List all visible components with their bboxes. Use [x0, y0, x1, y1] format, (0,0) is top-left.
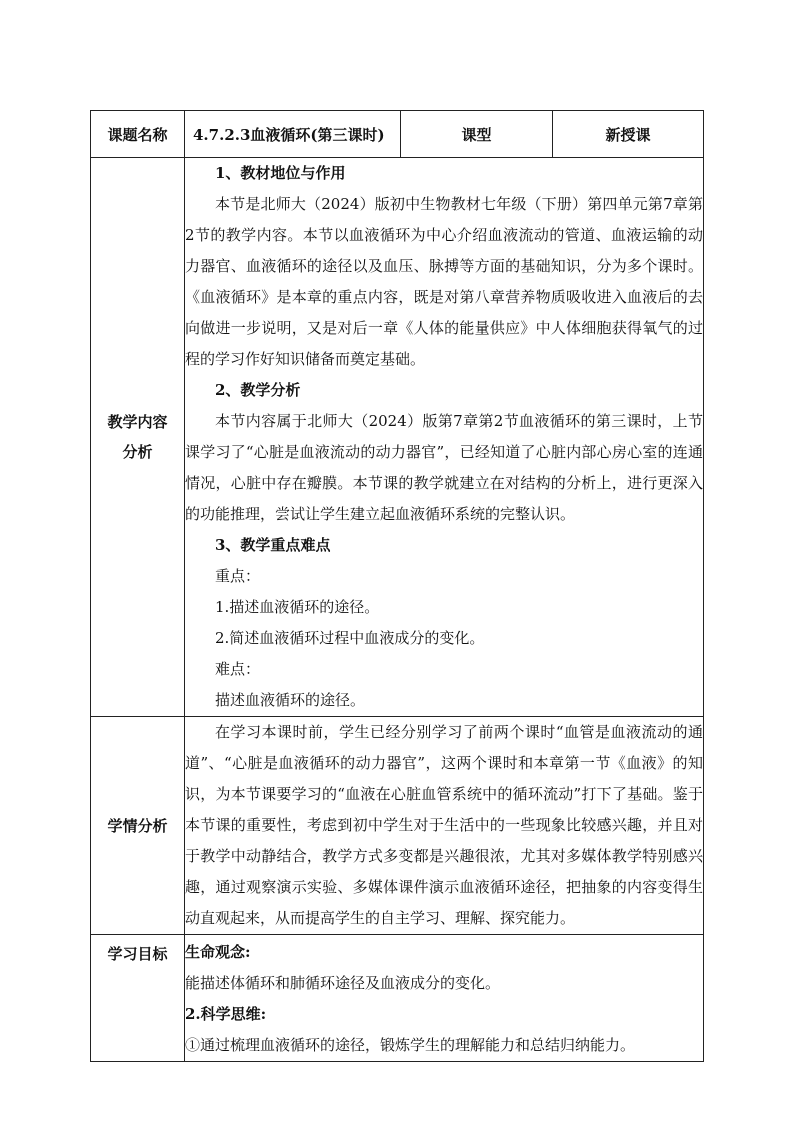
objective-text: 能描述体循环和肺循环途径及血液成分的变化。: [185, 974, 501, 992]
section-heading: 1、教材地位与作用: [215, 164, 346, 182]
topic-value: 4.7.2.3血液循环(第三课时): [185, 111, 401, 158]
key-point: 2.简述血液循环过程中血液成分的变化。: [215, 629, 485, 647]
difficulty-label: 难点：: [215, 660, 261, 678]
type-value: 新授课: [553, 111, 704, 158]
student-analysis-row: [91, 717, 704, 935]
objectives-row: [91, 935, 704, 1062]
header-row: [91, 111, 704, 158]
paragraph: 本节是北师大（2024）版初中生物教材七年级（下册）第四单元第7章第2节的教学内容。本节以血液循环为中心介绍血液流动的管道、血液运输的动力器官、血液循环的途径以及血压、脉搏等方面的基础知识，分为多个课时。《血液循环》是本章的重点内容，既是对第八章营养物质吸收进入血液后的去向做进一步说明，又是对后一章《人体的能量供应》中人体细胞获得氧气的过程的学习作好知识储备而奠定基础。: [185, 195, 703, 368]
key-point: 1.描述血液循环的途径。: [215, 598, 380, 616]
student-analysis-cell: [185, 717, 704, 935]
objective-text: ①通过梳理血液循环的途径，锻炼学生的理解能力和总结归纳能力。: [185, 1036, 636, 1054]
objective-heading: 生命观念:: [185, 943, 251, 961]
paragraph: 本节内容属于北师大（2024）版第7章第2节血液循环的第三课时，上节课学习了“心脏是血液流动的动力器官”，已经知道了心脏内部心房心室的连通情况，心脏中存在瓣膜。本节课的教学就建立在对结构的分析上，进行更深入的功能推理，尝试让学生建立起血液循环系统的完整认识。: [185, 412, 703, 523]
student-analysis-label: 学情分析: [91, 717, 185, 935]
content-analysis-label: 教学内容分析: [91, 158, 185, 717]
key-label: 重点：: [215, 567, 261, 585]
lesson-plan-table: [90, 110, 704, 1062]
content-analysis-row: [91, 158, 704, 717]
difficulty-point: 描述血液循环的途径。: [215, 691, 366, 709]
objective-heading: 2.科学思维:: [185, 1005, 267, 1023]
paragraph: 在学习本课时前，学生已经分别学习了前两个课时“血管是血液流动的通道”、“心脏是血液循环的动力器官”，这两个课时和本章第一节《血液》的知识，为本节课要学习的“血液在心脏血管系统中的循环流动”打下了基础。鉴于本节课的重要性，考虑到初中学生对于生活中的一些现象比较感兴趣，并且对于教学中动静结合，教学方式多变都是兴趣很浓，尤其对多媒体教学特别感兴趣，通过观察演示实验、多媒体课件演示血液循环途径，把抽象的内容变得生动直观起来，从而提高学生的自主学习、理解、探究能力。: [185, 723, 703, 927]
objectives-cell: [185, 935, 704, 1062]
topic-label: 课题名称: [91, 111, 185, 158]
section-heading: 2、教学分析: [215, 381, 301, 399]
objectives-label: 学习目标: [91, 935, 185, 1062]
content-analysis-cell: [185, 158, 704, 717]
section-heading: 3、教学重点难点: [215, 536, 331, 554]
type-label: 课型: [401, 111, 553, 158]
